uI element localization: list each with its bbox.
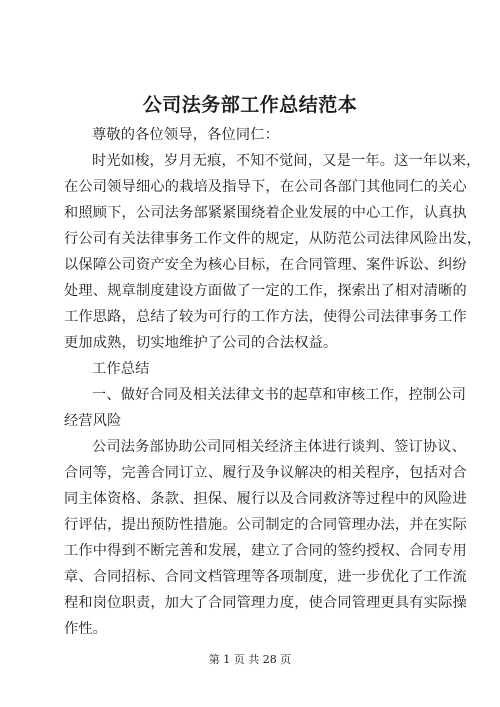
paragraph-line: 工作思路，总结了较为可行的工作方法，使得公司法律事务工作 — [64, 309, 467, 325]
paragraph-line: 工作中得到不断完善和发展，建立了合同的签约授权、合同专用 — [64, 543, 467, 559]
paragraph-line: 和照顾下，公司法务部紧紧围绕着企业发展的中心工作，认真执 — [64, 205, 467, 221]
subsection-heading-continued: 经营风险 — [64, 413, 122, 429]
paragraph-line: 合同等，完善合同订立、履行及争议解决的相关程序，包括对合 — [64, 465, 467, 481]
paragraph-line: 处理、规章制度建设方面做了一定的工作，探索出了相对清晰的 — [64, 283, 467, 299]
paragraph-line: 章、合同招标、合同文档管理等各项制度，进一步优化了工作流 — [64, 569, 467, 585]
subsection-heading: 一、做好合同及相关法律文书的起草和审核工作，控制公司 — [92, 387, 467, 403]
section-heading: 工作总结 — [92, 361, 150, 377]
salutation: 尊敬的各位领导，各位同仁： — [92, 127, 280, 143]
paragraph-line: 同主体资格、条款、担保、履行以及合同救济等过程中的风险进 — [64, 491, 467, 507]
paragraph-line: 行评估，提出预防性措施。公司制定的合同管理办法，并在实际 — [64, 517, 467, 533]
paragraph-line: 程和岗位职责，加大了合同管理力度，使合同管理更具有实际操 — [64, 595, 467, 611]
paragraph-line: 作性。 — [64, 621, 108, 637]
paragraph-line: 行公司有关法律事务工作文件的规定，从防范公司法律风险出发， — [64, 231, 482, 247]
paragraph-line: 更加成熟，切实地维护了公司的合法权益。 — [64, 335, 338, 351]
page-footer: 第 1 页 共 28 页 — [208, 653, 292, 666]
paragraph-line: 公司法务部协助公司同相关经济主体进行谈判、签订协议、 — [92, 439, 467, 455]
document-title: 公司法务部工作总结范本 — [142, 94, 358, 116]
paragraph-line: 时光如梭，岁月无痕，不知不觉间，又是一年。这一年以来， — [92, 153, 481, 169]
paragraph-line: 在公司领导细心的栽培及指导下，在公司各部门其他同仁的关心 — [64, 179, 467, 195]
paragraph-line: 以保障公司资产安全为核心目标，在合同管理、案件诉讼、纠纷 — [64, 257, 467, 273]
